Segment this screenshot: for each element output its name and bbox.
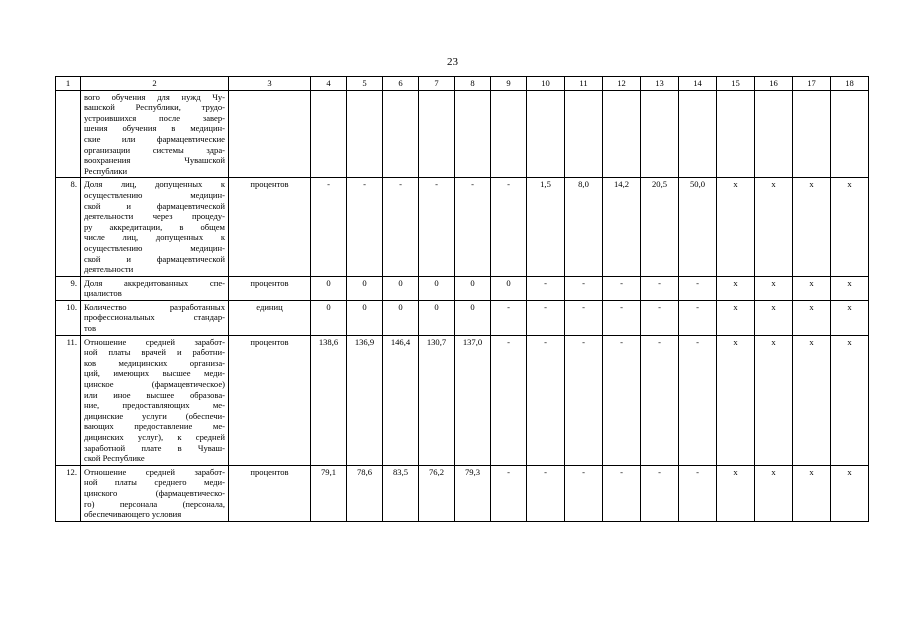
value-cell: х xyxy=(793,335,831,465)
value-cell: - xyxy=(527,335,565,465)
column-number-row xyxy=(56,77,869,91)
indicator-name-line: ской и фармацевтической xyxy=(84,253,225,264)
value-cell: - xyxy=(527,276,565,300)
value-cell: - xyxy=(679,300,717,335)
value-cell: - xyxy=(383,178,419,276)
column-number-cell: 14 xyxy=(679,77,717,91)
indicator-name-line: дицинские услуги (обеспечи- xyxy=(84,410,225,421)
value-cell: х xyxy=(717,335,755,465)
value-cell: х xyxy=(717,300,755,335)
indicator-name-line: шения обучения в медицин- xyxy=(84,123,225,134)
value-cell: 50,0 xyxy=(679,178,717,276)
indicator-name-cell xyxy=(81,178,229,276)
value-cell: х xyxy=(831,276,869,300)
value-cell: - xyxy=(679,335,717,465)
table-row xyxy=(56,90,869,178)
indicator-name-line: осуществлению медицин- xyxy=(84,189,225,200)
indicator-name-line: Отношение средней заработ- xyxy=(84,466,225,477)
value-cell: 79,3 xyxy=(455,465,491,521)
column-number-cell: 8 xyxy=(455,77,491,91)
value-cell: х xyxy=(831,300,869,335)
indicator-name-line: цинское (фармацевтическое) xyxy=(84,379,225,390)
value-cell xyxy=(347,90,383,178)
indicator-name-line: или иное высшее образова- xyxy=(84,389,225,400)
value-cell xyxy=(491,90,527,178)
column-number-cell: 6 xyxy=(383,77,419,91)
value-cell: - xyxy=(491,300,527,335)
value-cell: х xyxy=(755,335,793,465)
value-cell: - xyxy=(527,465,565,521)
value-cell: х xyxy=(755,178,793,276)
indicator-name-line: устроившихся после завер- xyxy=(84,112,225,123)
column-number-cell: 13 xyxy=(641,77,679,91)
value-cell: - xyxy=(565,335,603,465)
value-cell: х xyxy=(717,465,755,521)
indicator-name-line: цинского (фармацевтическо- xyxy=(84,487,225,498)
value-cell: - xyxy=(641,300,679,335)
column-number-cell: 2 xyxy=(81,77,229,91)
column-number-cell: 7 xyxy=(419,77,455,91)
value-cell: - xyxy=(679,465,717,521)
row-number-cell: 9. xyxy=(56,276,81,300)
value-cell: 8,0 xyxy=(565,178,603,276)
value-cell: - xyxy=(641,276,679,300)
value-cell: х xyxy=(755,276,793,300)
value-cell: 0 xyxy=(419,276,455,300)
table-row xyxy=(56,335,869,465)
indicator-name-line: Количество разработанных xyxy=(84,301,225,312)
value-cell: - xyxy=(565,465,603,521)
indicator-name-line: организации системы здра- xyxy=(84,144,225,155)
indicator-name-line: деятельности xyxy=(84,264,134,275)
value-cell: х xyxy=(755,300,793,335)
page-number: 23 xyxy=(447,56,458,68)
value-cell: х xyxy=(793,178,831,276)
column-number-cell: 1 xyxy=(56,77,81,91)
value-cell: - xyxy=(491,178,527,276)
indicator-name-line: ной платы среднего меди- xyxy=(84,477,225,488)
value-cell: 0 xyxy=(347,276,383,300)
value-cell: 0 xyxy=(455,276,491,300)
indicator-name-line: ние, предоставляющих ме- xyxy=(84,400,225,411)
value-cell: - xyxy=(603,300,641,335)
row-number-cell: 10. xyxy=(56,300,81,335)
column-number-cell: 5 xyxy=(347,77,383,91)
value-cell: 146,4 xyxy=(383,335,419,465)
indicator-name-line: ской и фармацевтической xyxy=(84,200,225,211)
value-cell: - xyxy=(679,276,717,300)
value-cell: х xyxy=(755,465,793,521)
table-row xyxy=(56,178,869,276)
value-cell: х xyxy=(831,465,869,521)
unit-cell: единиц xyxy=(229,300,311,335)
value-cell: 20,5 xyxy=(641,178,679,276)
indicator-name-line: вающих предоставление ме- xyxy=(84,421,225,432)
indicator-name-line: ру аккредитации, в общем xyxy=(84,221,225,232)
value-cell xyxy=(383,90,419,178)
value-cell: - xyxy=(455,178,491,276)
indicator-name-line: воохранения Чувашской xyxy=(84,155,225,166)
indicator-name-cell xyxy=(81,335,229,465)
indicator-name-line: ков медицинских организа- xyxy=(84,357,225,368)
table-row xyxy=(56,300,869,335)
value-cell: 136,9 xyxy=(347,335,383,465)
value-cell xyxy=(831,90,869,178)
value-cell xyxy=(311,90,347,178)
column-number-cell: 11 xyxy=(565,77,603,91)
indicator-name-line: обеспечивающего условия xyxy=(84,509,182,520)
value-cell: х xyxy=(831,335,869,465)
value-cell: - xyxy=(603,335,641,465)
indicator-name-line: вашской Республики, трудо- xyxy=(84,102,225,113)
value-cell xyxy=(527,90,565,178)
indicator-name-line: го) персонала (персонала, xyxy=(84,498,225,509)
value-cell: 130,7 xyxy=(419,335,455,465)
indicator-name-line: числе лиц, допущенных к xyxy=(84,232,225,243)
value-cell xyxy=(565,90,603,178)
value-cell: - xyxy=(641,465,679,521)
indicator-name-line: деятельности через процеду- xyxy=(84,211,225,222)
indicator-name-line: Отношение средней заработ- xyxy=(84,336,225,347)
value-cell: 79,1 xyxy=(311,465,347,521)
indicator-name-line: Доля лиц, допущенных к xyxy=(84,179,225,190)
value-cell xyxy=(603,90,641,178)
value-cell: - xyxy=(311,178,347,276)
column-number-cell: 3 xyxy=(229,77,311,91)
table-row xyxy=(56,276,869,300)
value-cell: 0 xyxy=(383,300,419,335)
value-cell: 137,0 xyxy=(455,335,491,465)
value-cell: х xyxy=(717,276,755,300)
column-number-cell: 4 xyxy=(311,77,347,91)
unit-cell xyxy=(229,90,311,178)
column-number-cell: 10 xyxy=(527,77,565,91)
value-cell: - xyxy=(491,335,527,465)
value-cell: 1,5 xyxy=(527,178,565,276)
indicator-name-cell xyxy=(81,465,229,521)
indicator-name-line: ские или фармацевтические xyxy=(84,133,225,144)
unit-cell: процентов xyxy=(229,178,311,276)
column-number-cell: 12 xyxy=(603,77,641,91)
row-number-cell xyxy=(56,90,81,178)
column-number-cell: 9 xyxy=(491,77,527,91)
value-cell: - xyxy=(347,178,383,276)
value-cell: - xyxy=(527,300,565,335)
value-cell: 76,2 xyxy=(419,465,455,521)
column-number-cell: 17 xyxy=(793,77,831,91)
value-cell xyxy=(641,90,679,178)
indicator-name-line: ций, имеющих высшее меди- xyxy=(84,368,225,379)
value-cell xyxy=(755,90,793,178)
value-cell xyxy=(717,90,755,178)
value-cell: 83,5 xyxy=(383,465,419,521)
value-cell: 14,2 xyxy=(603,178,641,276)
value-cell: 0 xyxy=(347,300,383,335)
value-cell: 0 xyxy=(419,300,455,335)
value-cell: 138,6 xyxy=(311,335,347,465)
value-cell: х xyxy=(717,178,755,276)
value-cell: х xyxy=(831,178,869,276)
row-number-cell: 8. xyxy=(56,178,81,276)
value-cell: - xyxy=(603,465,641,521)
row-number-cell: 11. xyxy=(56,335,81,465)
indicator-name-line: циалистов xyxy=(84,288,122,299)
value-cell: 0 xyxy=(311,300,347,335)
indicator-name-line: ской Республике xyxy=(84,453,145,464)
value-cell: - xyxy=(565,300,603,335)
indicator-name-cell xyxy=(81,300,229,335)
column-number-cell: 16 xyxy=(755,77,793,91)
unit-cell: процентов xyxy=(229,276,311,300)
value-cell: - xyxy=(641,335,679,465)
value-cell: х xyxy=(793,300,831,335)
value-cell: - xyxy=(419,178,455,276)
value-cell: 0 xyxy=(491,276,527,300)
indicator-name-cell xyxy=(81,90,229,178)
indicator-name-line: заработной плате в Чуваш- xyxy=(84,442,225,453)
value-cell: х xyxy=(793,276,831,300)
unit-cell: процентов xyxy=(229,465,311,521)
column-number-cell: 18 xyxy=(831,77,869,91)
indicator-name-line: профессиональных стандар- xyxy=(84,312,225,323)
table-row xyxy=(56,465,869,521)
indicator-name-line: ной платы врачей и работни- xyxy=(84,347,225,358)
row-number-cell: 12. xyxy=(56,465,81,521)
value-cell: - xyxy=(603,276,641,300)
value-cell: 0 xyxy=(311,276,347,300)
unit-cell: процентов xyxy=(229,335,311,465)
value-cell: х xyxy=(793,465,831,521)
value-cell: - xyxy=(565,276,603,300)
value-cell: 0 xyxy=(455,300,491,335)
value-cell xyxy=(455,90,491,178)
value-cell xyxy=(679,90,717,178)
value-cell: - xyxy=(491,465,527,521)
value-cell xyxy=(419,90,455,178)
indicator-name-line: осуществлению медицин- xyxy=(84,242,225,253)
indicator-name-line: вого обучения для нужд Чу- xyxy=(84,91,225,102)
table-body xyxy=(56,77,869,522)
indicator-name-line: тов xyxy=(84,323,96,334)
indicator-name-line: Доля аккредитованных спе- xyxy=(84,277,225,288)
value-cell xyxy=(793,90,831,178)
column-number-cell: 15 xyxy=(717,77,755,91)
value-cell: 0 xyxy=(383,276,419,300)
indicators-table xyxy=(55,76,869,522)
indicator-name-cell xyxy=(81,276,229,300)
value-cell: 78,6 xyxy=(347,465,383,521)
indicator-name-line: дицинских услуг), к средней xyxy=(84,432,225,442)
indicator-name-line: Республики xyxy=(84,165,128,176)
